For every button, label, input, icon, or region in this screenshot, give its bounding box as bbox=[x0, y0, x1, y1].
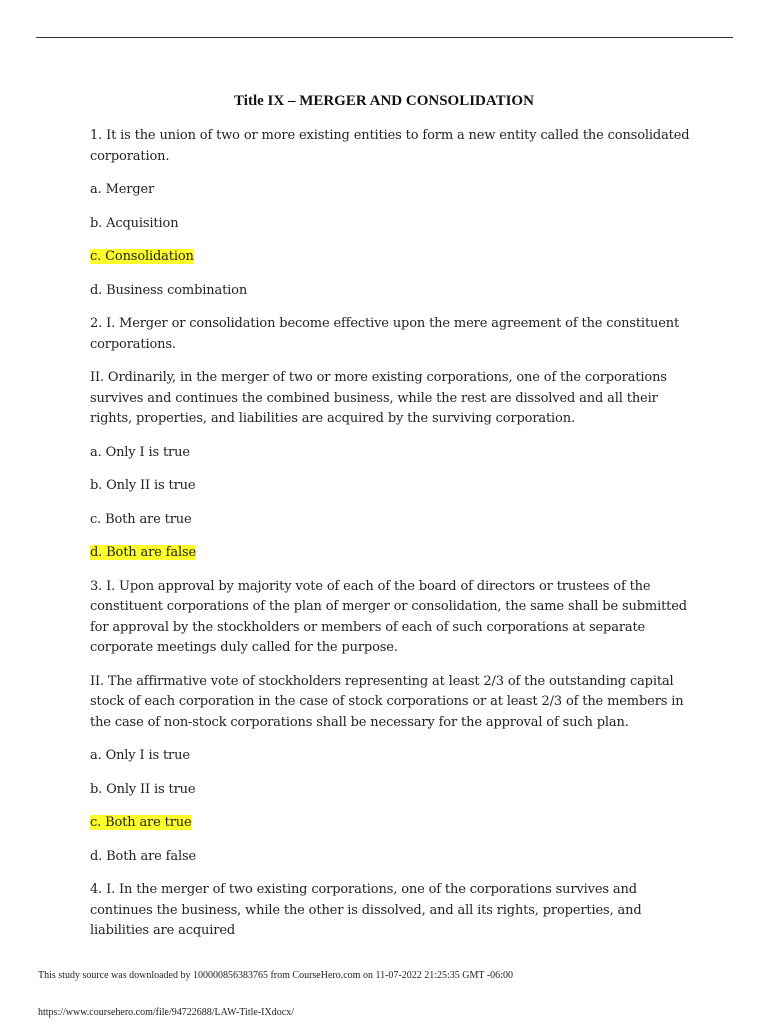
question-2-option-b: b. Only II is true bbox=[90, 478, 196, 493]
highlighted-answer: c. Both are true bbox=[90, 815, 192, 830]
question-2-statement-1: 2. I. Merger or consolidation become effective upon the mere agreement of the constituent corporations. bbox=[90, 316, 680, 352]
question-1-option-a: a. Merger bbox=[90, 182, 155, 197]
question-2-option-d bbox=[90, 543, 690, 564]
question-3-statement-1: 3. I. Upon approval by majority vote of each of the board of directors or trustees of the constituent corporations of the plan of merger or consolidation, the same shall be submitted for approval by the stockholders or members of each of such corporations at separate corporate meetings duly called for the purpose. bbox=[90, 578, 687, 655]
question-3-option-b: b. Only II is true bbox=[90, 781, 196, 797]
question-3-option-c bbox=[90, 813, 690, 834]
question-1-option-b: b. Acquisition bbox=[90, 215, 179, 231]
question-1: 1. It is the union of two or more existing entities to form a new entity called the consolidated corporation. bbox=[90, 128, 690, 164]
question-3-option-d: d. Both are false bbox=[90, 848, 197, 864]
question-3-statement-2: II. The affirmative vote of stockholders representing at least 2/3 of the outstanding capital stock of each corporation in the case of stock corporations or at least 2/3 of the members in the case of non-stock corporations shall be necessary for the approval of such plan. bbox=[90, 673, 684, 730]
header-divider bbox=[36, 37, 733, 38]
question-1-option-d: d. Business combination bbox=[90, 282, 248, 298]
document-body bbox=[90, 126, 690, 955]
question-2-option-a: a. Only I is true bbox=[90, 444, 190, 460]
question-1-option-c bbox=[90, 247, 690, 268]
document-title: Title IX – MERGER AND CONSOLIDATION bbox=[234, 93, 534, 109]
question-4-statement-1: 4. I. In the merger of two existing corporations, one of the corporations survives and continues the business, while the other is dissolved, and all its rights, properties, and liabilities are acquired bbox=[90, 882, 642, 938]
highlighted-answer: d. Both are false bbox=[90, 545, 197, 560]
question-3-option-a: a. Only I is true bbox=[90, 748, 190, 763]
footer-url-link[interactable]: https://www.coursehero.com/file/94722688/LAW-Title-IXdocx/ bbox=[38, 1007, 294, 1018]
highlighted-answer: c. Consolidation bbox=[90, 249, 194, 264]
question-2-statement-2: II. Ordinarily, in the merger of two or more existing corporations, one of the corporations survives and continues the combined business, while the rest are dissolved and all their rights, properties, and liabilities are acquired by the surviving corporation. bbox=[90, 370, 667, 426]
question-2-option-c: c. Both are true bbox=[90, 511, 192, 527]
footer-source-notice: This study source was downloaded by 100000856383765 from CourseHero.com on 11-07-2022 21:25:35 GMT -06:00 bbox=[38, 970, 513, 981]
